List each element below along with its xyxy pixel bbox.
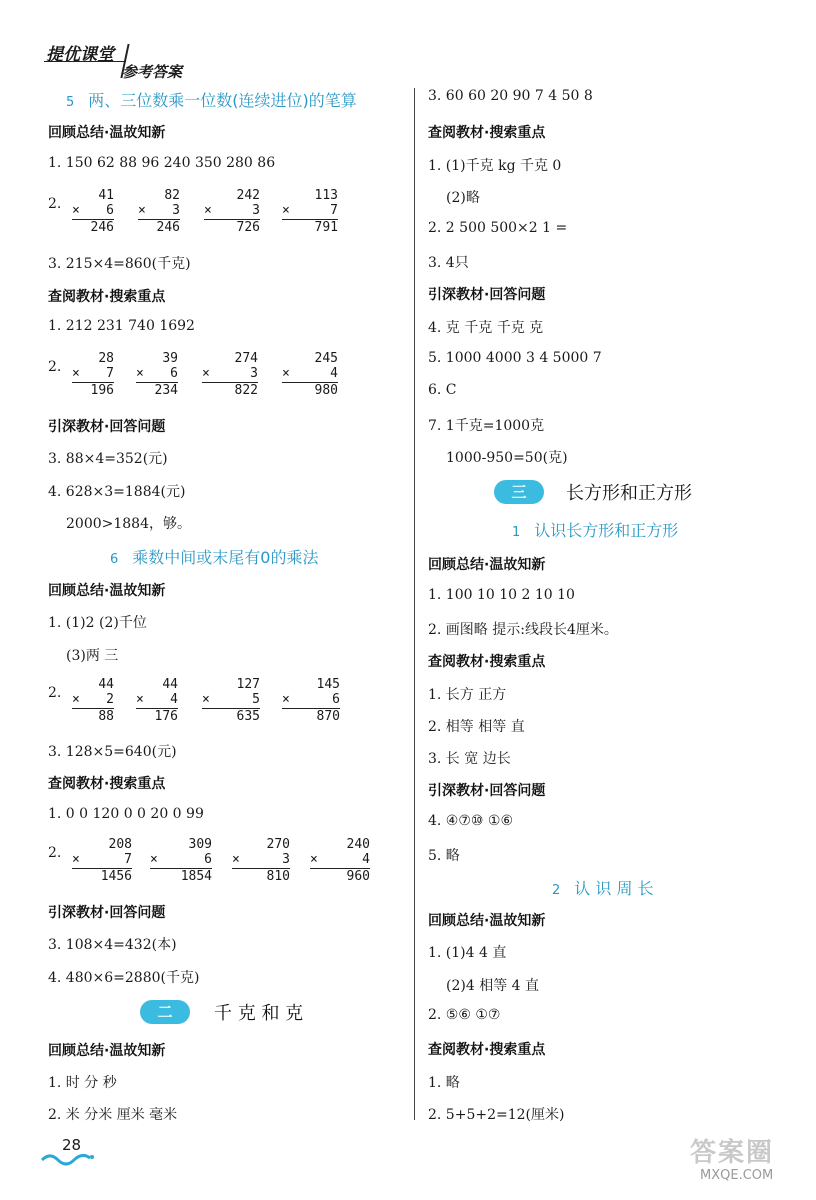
answer-label: 2. bbox=[48, 685, 62, 701]
answer-line: 4. ④⑦⑩ ①⑥ bbox=[428, 813, 514, 829]
answer-line: 3. 60 60 20 90 7 4 50 8 bbox=[428, 88, 593, 104]
answer-line: 1. 时 分 秒 bbox=[48, 1075, 117, 1091]
section-title-text: 认识长方形和正方形 bbox=[534, 521, 679, 540]
multiplier: 3 bbox=[282, 852, 290, 867]
answer-line: 6. C bbox=[428, 382, 457, 398]
page-number: 28 bbox=[62, 1136, 82, 1154]
answer-line: 2. 米 分米 厘米 毫米 bbox=[48, 1107, 178, 1123]
subheading: 引深教材·回答问题 bbox=[428, 287, 546, 303]
vertical-multiplication bbox=[136, 351, 178, 398]
multiplier: 7 bbox=[124, 852, 132, 867]
times-sign: × bbox=[72, 366, 80, 381]
times-sign: × bbox=[72, 203, 80, 218]
vertical-multiplication bbox=[232, 837, 290, 884]
vertical-multiplication bbox=[150, 837, 212, 884]
vertical-multiplication bbox=[136, 677, 178, 724]
times-sign: × bbox=[204, 203, 212, 218]
times-sign: × bbox=[282, 366, 290, 381]
vertical-multiplication bbox=[202, 677, 260, 724]
vertical-multiplication bbox=[282, 351, 338, 398]
section-title bbox=[110, 545, 318, 568]
multiplicand: 270 bbox=[266, 837, 290, 852]
section-title bbox=[66, 88, 357, 111]
multiplier: 2 bbox=[106, 692, 114, 707]
vertical-multiplication bbox=[282, 188, 338, 235]
times-sign: × bbox=[282, 203, 290, 218]
times-sign: × bbox=[150, 852, 158, 867]
multiplier: 4 bbox=[170, 692, 178, 707]
product: 1854 bbox=[150, 868, 212, 884]
subheading: 引深教材·回答问题 bbox=[48, 419, 166, 435]
answer-line: 3. 4只 bbox=[428, 255, 469, 271]
section-title bbox=[512, 518, 678, 541]
product: 960 bbox=[310, 868, 370, 884]
answer-line: (2)略 bbox=[446, 190, 480, 206]
vertical-multiplication bbox=[138, 188, 180, 235]
answer-line: 4. 628×3=1884(元) bbox=[48, 484, 186, 500]
watermark-logo: 答案圈 bbox=[690, 1138, 775, 1168]
column-divider bbox=[414, 88, 415, 1120]
product: 726 bbox=[204, 219, 260, 235]
answer-label: 2. bbox=[48, 196, 62, 212]
multiplicand: 145 bbox=[316, 677, 340, 692]
multiplier: 3 bbox=[172, 203, 180, 218]
multiplier: 6 bbox=[204, 852, 212, 867]
answer-line: 4. 480×6=2880(千克) bbox=[48, 970, 200, 986]
product: 980 bbox=[282, 382, 338, 398]
header-title: 提优课堂 bbox=[46, 45, 114, 65]
answer-line: 1. (1)4 4 直 bbox=[428, 945, 507, 961]
section-title-text: 乘数中间或末尾有0的乘法 bbox=[132, 548, 319, 567]
section-title-text: 认 识 周 长 bbox=[574, 879, 654, 898]
vertical-multiplication bbox=[202, 351, 258, 398]
answer-line: 1. 212 231 740 1692 bbox=[48, 318, 195, 334]
answer-line: 5. 1000 4000 3 4 5000 7 bbox=[428, 350, 602, 366]
multiplier: 7 bbox=[330, 203, 338, 218]
subheading: 回顾总结·温故知新 bbox=[48, 125, 166, 141]
unit-badge: 三 bbox=[494, 480, 544, 504]
multiplicand: 39 bbox=[162, 351, 178, 366]
answer-line: 3. 长 宽 边长 bbox=[428, 751, 511, 767]
answer-line: 4. 克 千克 千克 克 bbox=[428, 320, 544, 336]
answer-line: 1. 150 62 88 96 240 350 280 86 bbox=[48, 155, 276, 171]
product: 822 bbox=[202, 382, 258, 398]
multiplier: 4 bbox=[362, 852, 370, 867]
wave-decoration-icon bbox=[40, 1150, 96, 1170]
multiplicand: 41 bbox=[98, 188, 114, 203]
times-sign: × bbox=[310, 852, 318, 867]
section-title-text: 两、三位数乘一位数(连续进位)的笔算 bbox=[88, 91, 357, 110]
answer-label: 2. bbox=[48, 845, 62, 861]
subheading: 回顾总结·温故知新 bbox=[48, 1043, 166, 1059]
multiplicand: 274 bbox=[234, 351, 258, 366]
subheading: 查阅教材·搜索重点 bbox=[428, 1042, 546, 1058]
subheading: 查阅教材·搜索重点 bbox=[428, 654, 546, 670]
header-divider bbox=[44, 61, 126, 62]
multiplier: 3 bbox=[250, 366, 258, 381]
watermark-url: MXQE.COM bbox=[700, 1168, 774, 1183]
product: 196 bbox=[72, 382, 114, 398]
multiplicand: 44 bbox=[98, 677, 114, 692]
vertical-multiplication bbox=[72, 351, 114, 398]
header-subtitle: 参考答案 bbox=[122, 63, 183, 81]
product: 246 bbox=[138, 219, 180, 235]
answer-line: 3. 215×4=860(千克) bbox=[48, 256, 191, 272]
answer-line: 1. 0 0 120 0 0 20 0 99 bbox=[48, 806, 204, 822]
vertical-multiplication bbox=[72, 677, 114, 724]
product: 1456 bbox=[72, 868, 132, 884]
answer-line: 7. 1千克=1000克 bbox=[428, 418, 545, 434]
subheading: 引深教材·回答问题 bbox=[428, 783, 546, 799]
answer-line: 2. 5+5+2=12(厘米) bbox=[428, 1107, 565, 1123]
vertical-multiplication bbox=[282, 677, 340, 724]
answer-line: 1. (1)千克 kg 千克 0 bbox=[428, 158, 562, 174]
multiplier: 4 bbox=[330, 366, 338, 381]
section-number: 5 bbox=[66, 95, 75, 110]
answer-line: 2. ⑤⑥ ①⑦ bbox=[428, 1007, 501, 1023]
multiplicand: 82 bbox=[164, 188, 180, 203]
multiplicand: 208 bbox=[108, 837, 132, 852]
subheading: 回顾总结·温故知新 bbox=[428, 557, 546, 573]
answer-line: 1. 长方 正方 bbox=[428, 687, 507, 703]
subheading: 查阅教材·搜索重点 bbox=[428, 125, 546, 141]
times-sign: × bbox=[282, 692, 290, 707]
unit-title: 千 克 和 克 bbox=[214, 1003, 304, 1024]
answer-line: 2. 画图略 提示:线段长4厘米。 bbox=[428, 622, 618, 638]
multiplier: 6 bbox=[332, 692, 340, 707]
answer-line: 1. (1)2 (2)千位 bbox=[48, 615, 147, 631]
subheading: 查阅教材·搜索重点 bbox=[48, 776, 166, 792]
unit-badge: 二 bbox=[140, 1000, 190, 1024]
multiplicand: 44 bbox=[162, 677, 178, 692]
answer-line: 1000-950=50(克) bbox=[446, 450, 568, 466]
product: 176 bbox=[136, 708, 178, 724]
multiplicand: 113 bbox=[314, 188, 338, 203]
section-number: 1 bbox=[512, 525, 521, 540]
multiplicand: 240 bbox=[346, 837, 370, 852]
multiplier: 6 bbox=[170, 366, 178, 381]
multiplier: 5 bbox=[252, 692, 260, 707]
subheading: 引深教材·回答问题 bbox=[48, 905, 166, 921]
answer-line: 1. 100 10 10 2 10 10 bbox=[428, 587, 575, 603]
times-sign: × bbox=[202, 366, 210, 381]
multiplicand: 245 bbox=[314, 351, 338, 366]
section-number: 2 bbox=[552, 883, 561, 898]
vertical-multiplication bbox=[310, 837, 370, 884]
answer-line: 1. 略 bbox=[428, 1075, 460, 1091]
times-sign: × bbox=[202, 692, 210, 707]
answer-line: 2. 相等 相等 直 bbox=[428, 719, 525, 735]
product: 870 bbox=[282, 708, 340, 724]
answer-line: 3. 108×4=432(本) bbox=[48, 937, 177, 953]
times-sign: × bbox=[72, 692, 80, 707]
subheading: 回顾总结·温故知新 bbox=[428, 913, 546, 929]
times-sign: × bbox=[136, 366, 144, 381]
section-title bbox=[552, 876, 654, 899]
times-sign: × bbox=[72, 852, 80, 867]
multiplicand: 127 bbox=[236, 677, 260, 692]
product: 810 bbox=[232, 868, 290, 884]
product: 234 bbox=[136, 382, 178, 398]
multiplicand: 28 bbox=[98, 351, 114, 366]
product: 635 bbox=[202, 708, 260, 724]
multiplier: 3 bbox=[252, 203, 260, 218]
vertical-multiplication bbox=[72, 188, 114, 235]
answer-line: 5. 略 bbox=[428, 848, 460, 864]
unit-title: 长方形和正方形 bbox=[566, 483, 692, 504]
answer-line: 3. 128×5=640(元) bbox=[48, 744, 177, 760]
answer-line: (3)两 三 bbox=[66, 648, 119, 664]
multiplicand: 242 bbox=[236, 188, 260, 203]
answer-label: 2. bbox=[48, 359, 62, 375]
vertical-multiplication bbox=[72, 837, 132, 884]
multiplier: 7 bbox=[106, 366, 114, 381]
answer-line: (2)4 相等 4 直 bbox=[446, 978, 539, 994]
times-sign: × bbox=[138, 203, 146, 218]
subheading: 查阅教材·搜索重点 bbox=[48, 289, 166, 305]
product: 88 bbox=[72, 708, 114, 724]
product: 246 bbox=[72, 219, 114, 235]
times-sign: × bbox=[136, 692, 144, 707]
answer-line: 2. 2 500 500×2 1 = bbox=[428, 220, 568, 236]
product: 791 bbox=[282, 219, 338, 235]
times-sign: × bbox=[232, 852, 240, 867]
multiplicand: 309 bbox=[188, 837, 212, 852]
answer-line: 2000>1884，够。 bbox=[66, 516, 191, 532]
section-number: 6 bbox=[110, 552, 119, 567]
subheading: 回顾总结·温故知新 bbox=[48, 583, 166, 599]
vertical-multiplication bbox=[204, 188, 260, 235]
multiplier: 6 bbox=[106, 203, 114, 218]
answer-line: 3. 88×4=352(元) bbox=[48, 451, 168, 467]
